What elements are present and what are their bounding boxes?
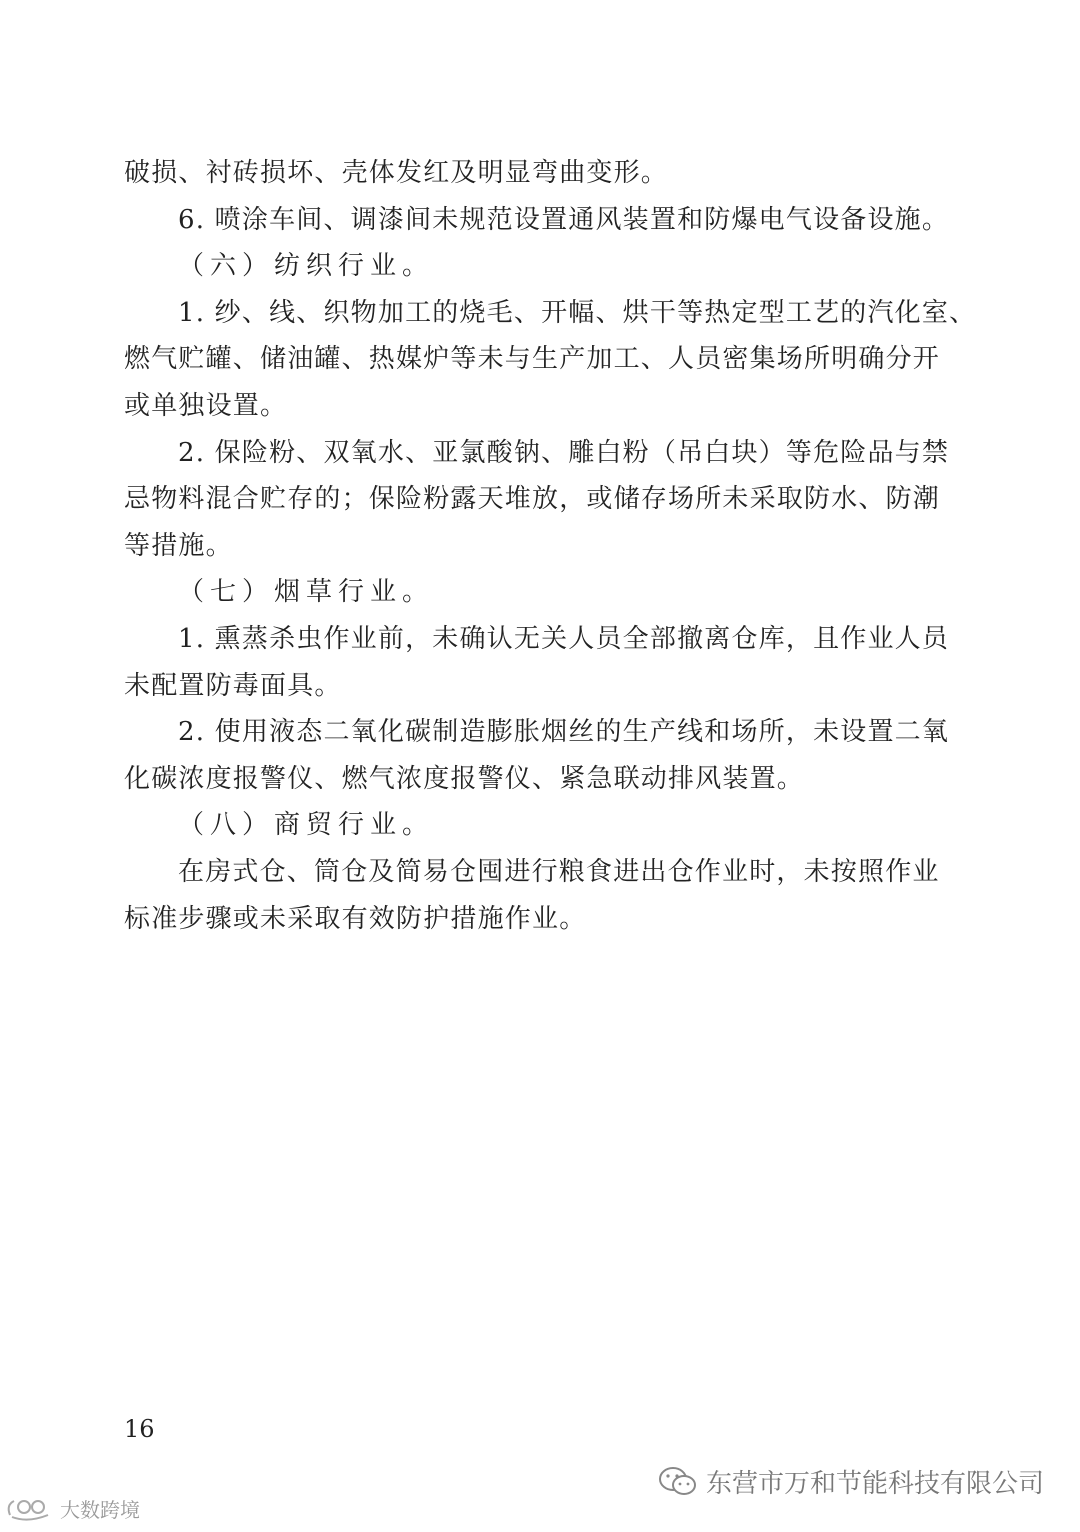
text-line: 破损、衬砖损坏、壳体发红及明显弯曲变形。 <box>124 158 669 188</box>
text-line: 在房式仓、筒仓及简易仓囤进行粮食进出仓作业时，未按照作业 <box>178 856 940 887</box>
watermark-right-text: 东营市万和节能科技有限公司 <box>705 1469 1044 1499</box>
section-heading: （六）纺织行业。 <box>178 251 435 282</box>
body-text <box>124 150 977 942</box>
text-line: 化碳浓度报警仪、燃气浓度报警仪、紧急联动排风装置。 <box>124 763 805 794</box>
text-line: 标准步骤或未采取有效防护措施作业。 <box>124 903 587 934</box>
text-line: 忌物料混合贮存的；保险粉露天堆放，或储存场所未采取防水、防潮 <box>124 484 941 515</box>
page-number: 16 <box>124 1415 155 1443</box>
text-line: 1. 熏蒸杀虫作业前，未确认无关人员全部撤离仓库，且作业人员 <box>178 623 950 654</box>
watermark-left <box>4 1494 140 1523</box>
text-line: 1. 纱、线、织物加工的烧毛、开幅、烘干等热定型工艺的汽化室、 <box>178 297 977 328</box>
text-line: 6. 喷涂车间、调漆间未规范设置通风装置和防爆电气设备设施。 <box>178 204 950 235</box>
text-line: 2. 使用液态二氧化碳制造膨胀烟丝的生产线和场所，未设置二氧 <box>178 717 950 748</box>
section-heading: （八）商贸行业。 <box>178 810 435 841</box>
text-line: 燃气贮罐、储油罐、热媒炉等未与生产加工、人员密集场所明确分开 <box>124 344 941 375</box>
wechat-icon <box>658 1465 698 1499</box>
text-line: 等措施。 <box>124 530 233 561</box>
section-heading: （七）烟草行业。 <box>178 577 435 608</box>
watermark-right <box>658 1463 1044 1500</box>
text-line: 或单独设置。 <box>124 390 288 421</box>
text-line: 2. 保险粉、双氧水、亚氯酸钠、雕白粉（吊白块）等危险品与禁 <box>178 437 950 468</box>
watermark-left-text: 大数跨境 <box>60 1498 140 1522</box>
text-line: 未配置防毒面具。 <box>124 670 342 701</box>
logo-icon <box>4 1495 54 1523</box>
